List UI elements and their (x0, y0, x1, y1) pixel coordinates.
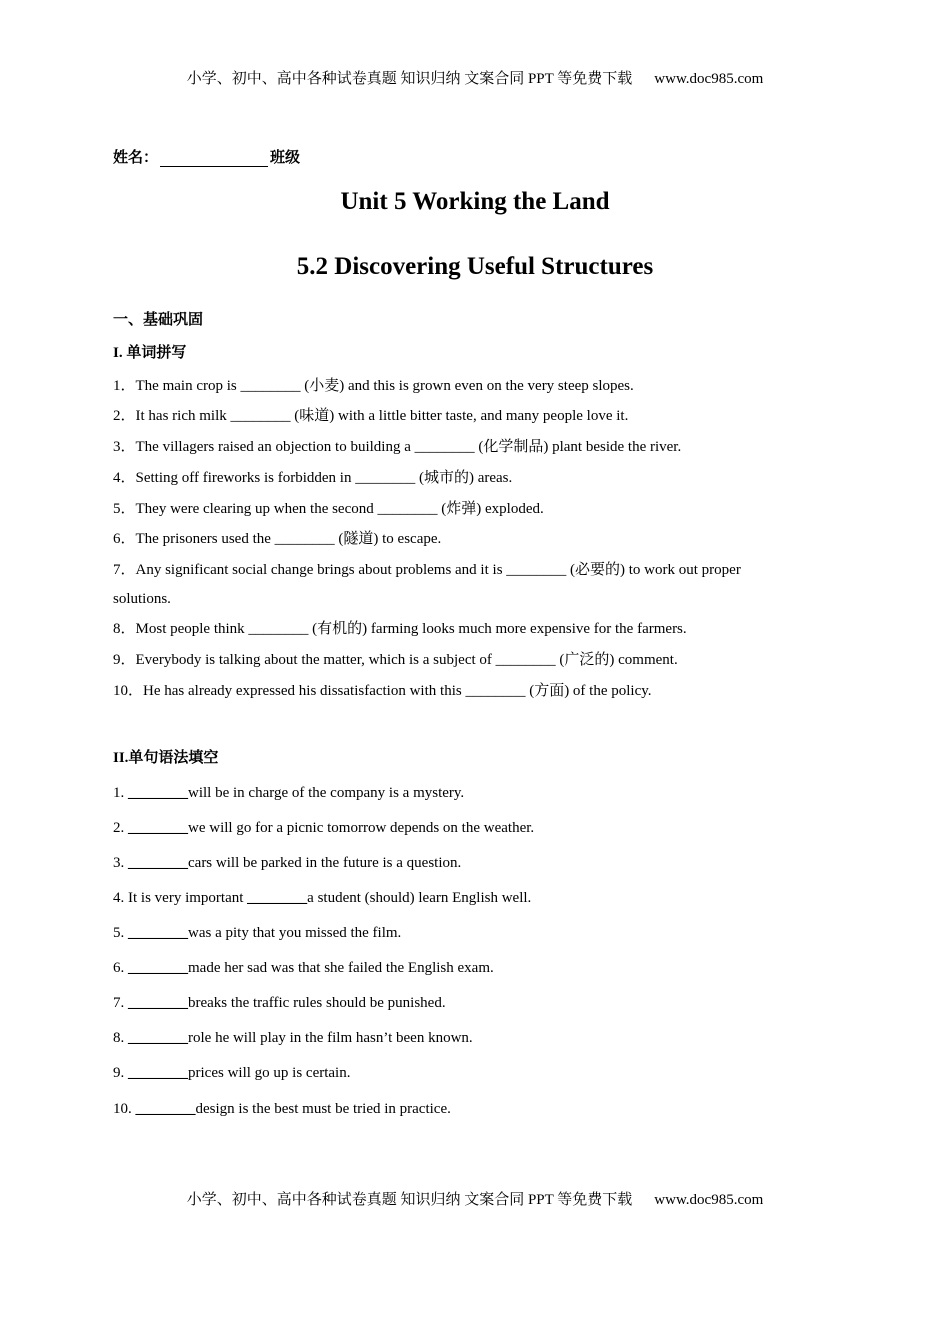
list-item (113, 923, 401, 943)
answer-blank: ________ (128, 995, 188, 1011)
item-number: 10. (113, 1101, 136, 1117)
part-heading: 一、基础巩固 (113, 310, 204, 328)
footer-url: www.doc985.com (654, 1192, 764, 1208)
name-blank (160, 152, 268, 167)
list-item (113, 1063, 350, 1083)
answer-blank: ________ (128, 960, 188, 976)
list-item (113, 468, 512, 488)
list-item (113, 619, 687, 639)
item-text: Most people think ________ (有机的) farming looks much more expensive for the farmers. (135, 621, 687, 637)
item-text: will be in charge of the company is a mystery. (188, 785, 465, 801)
item-text: we will go for a picnic tomorrow depends on the weather. (188, 820, 535, 836)
answer-blank: ________ (247, 890, 308, 906)
item-number: 3． (113, 439, 136, 455)
item-text: The villagers raised an objection to building a ________ (化学制品) plant beside the river. (135, 439, 682, 455)
item-text: a student (should) learn English well. (307, 890, 532, 906)
answer-blank: ________ (128, 1030, 188, 1046)
item-text: Everybody is talking about the matter, which is a subject of ________ (广泛的) comment. (135, 652, 678, 668)
list-item (113, 853, 461, 873)
item-prefix: It is very important (128, 890, 248, 906)
item-number: 5. (113, 925, 128, 941)
item-text: The prisoners used the ________ (隧道) to escape. (135, 531, 442, 547)
item-text: breaks the traffic rules should be punished. (188, 995, 446, 1011)
item-number: 7． (113, 562, 136, 578)
item-text: cars will be parked in the future is a question. (188, 855, 462, 871)
item-number: 4. (113, 890, 128, 906)
item-number: 9． (113, 652, 136, 668)
list-item (113, 783, 464, 803)
name-label: 姓名： (113, 148, 159, 166)
list-item (113, 1028, 473, 1048)
item-number: 8． (113, 621, 136, 637)
page-header (0, 69, 950, 89)
section1-heading: I. 单词拼写 (113, 345, 187, 361)
footer-text: 小学、初中、高中各种试卷真题 知识归纳 文案合同 PPT 等免费下载 (186, 1192, 633, 1208)
item-text: design is the best must be tried in practice. (195, 1101, 451, 1117)
name-class-line (113, 146, 300, 167)
item-text: Any significant social change brings about problems and it is ________ (必要的) to work out proper (135, 562, 741, 578)
item-number: 3. (113, 855, 128, 871)
item-number: 9. (113, 1065, 128, 1081)
item-text: made her sad was that she failed the English exam. (188, 960, 494, 976)
header-text: 小学、初中、高中各种试卷真题 知识归纳 文案合同 PPT 等免费下载 (186, 71, 633, 87)
item-text: He has already expressed his dissatisfaction with this ________ (方面) of the policy. (143, 683, 652, 699)
list-item (113, 499, 544, 519)
page-footer (0, 1190, 950, 1210)
list-item (113, 376, 634, 396)
list-item (113, 650, 678, 670)
list-item (113, 993, 446, 1013)
answer-blank: ________ (128, 1065, 188, 1081)
list-item (113, 560, 741, 580)
answer-blank: ________ (128, 855, 188, 871)
list-item (113, 437, 681, 457)
item-text: role he will play in the film hasn’t been known. (188, 1030, 473, 1046)
item-number: 8. (113, 1030, 128, 1046)
item-number: 10． (113, 683, 144, 699)
list-item (113, 958, 494, 978)
list-item (113, 529, 441, 549)
item-number: 2． (113, 408, 136, 424)
list-item (113, 818, 534, 838)
page-title: Unit 5 Working the Land (340, 188, 610, 215)
section2-heading: II.单句语法填空 (113, 750, 219, 766)
answer-blank: ________ (128, 820, 188, 836)
item-continuation: solutions. (113, 591, 171, 607)
item-number: 6． (113, 531, 136, 547)
item-number: 1. (113, 785, 128, 801)
header-url: www.doc985.com (654, 71, 764, 87)
list-item (113, 681, 652, 701)
item-text: They were clearing up when the second ________ (炸弹) exploded. (135, 501, 544, 517)
item-number: 2. (113, 820, 128, 836)
item-text: It has rich milk ________ (味道) with a little bitter taste, and many people love it. (135, 408, 629, 424)
item-number: 4． (113, 470, 136, 486)
answer-blank: ________ (128, 925, 188, 941)
item-number: 5． (113, 501, 136, 517)
item-number: 7. (113, 995, 128, 1011)
list-item (113, 888, 531, 908)
item-text: The main crop is ________ (小麦) and this is grown even on the very steep slopes. (135, 378, 634, 394)
item-number: 1． (113, 378, 136, 394)
item-text: Setting off fireworks is forbidden in ________ (城市的) areas. (135, 470, 513, 486)
item-number: 6. (113, 960, 128, 976)
answer-blank: ________ (128, 785, 188, 801)
answer-blank: ________ (135, 1101, 196, 1117)
page-subtitle: 5.2 Discovering Useful Structures (296, 253, 654, 280)
list-item (113, 1099, 451, 1119)
list-item (113, 406, 628, 426)
item-text: prices will go up is certain. (188, 1065, 351, 1081)
class-label: 班级 (270, 148, 301, 166)
item-text: was a pity that you missed the film. (188, 925, 402, 941)
